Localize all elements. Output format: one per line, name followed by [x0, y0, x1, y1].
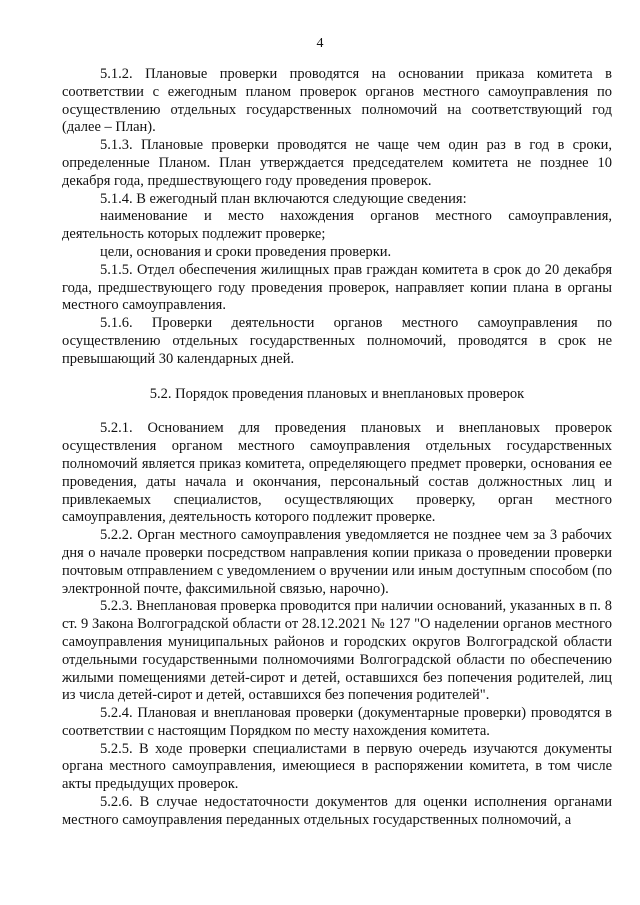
paragraph-5-1-5: 5.1.5. Отдел обеспечения жилищных прав граждан комитета в срок до 20 декабря года, предшествующего году проведения проверок, направляет копии плана в органы местного самоуправления.	[62, 261, 612, 314]
document-body	[62, 66, 612, 830]
paragraph-5-1-4: 5.1.4. В ежегодный план включаются следующие сведения:	[100, 190, 467, 207]
paragraph-5-2-2: 5.2.2. Орган местного самоуправления уведомляется не позднее чем за 3 рабочих дня о начале проверки посредством направления копии приказа о проведении проверки почтовым отправлением с уведомлением о вручении или иным доступным способом (по электронной почте, факсимильной связью, нарочно).	[62, 527, 612, 597]
paragraph-5-2-1: 5.2.1. Основанием для проведения плановых и внеплановых проверок осуществления органом местного самоуправления отдельных государственных полномочий является приказ комитета, определяющего предмет проверки, основания ее проведения, даты начала и окончания, персональный состав должностных лиц и привлекаемых специалистов, осуществляющих проверку, орган местного самоуправления, деятельность которого подлежит проверке.	[62, 420, 612, 526]
paragraph-5-2-5: 5.2.5. В ходе проверки специалистами в первую очередь изучаются документы органа местного самоуправления, имеющиеся в распоряжении комитета, в том числе акты предыдущих проверок.	[62, 740, 612, 793]
page-number: 4	[316, 36, 324, 51]
paragraph-5-1-4-item-name: наименование и место нахождения органов местного самоуправления, деятельность которых подлежит проверке;	[62, 208, 612, 243]
paragraph-5-2-6: 5.2.6. В случае недостаточности документов для оценки исполнения органами местного самоуправления переданных отдельных государственных полномочий, а	[62, 794, 612, 828]
paragraph-5-1-6: 5.1.6. Проверки деятельности органов местного самоуправления по осуществлению отдельных государственных полномочий, проводятся в срок не превышающий 30 календарных дней.	[62, 315, 612, 367]
paragraph-5-1-4-item-goals: цели, основания и сроки проведения проверки.	[100, 243, 392, 260]
paragraph-5-2-3: 5.2.3. Внеплановая проверка проводится при наличии оснований, указанных в п. 8 ст. 9 Закона Волгоградской области от 28.12.2021 № 127 "О наделении органов местного самоуправления муниципальных районов и городских округов Волгоградской области отдельными государственными полномочиями Волгоградской области по обеспечению жилыми помещениями детей-сирот и детей, оставшихся без попечения родителей, лиц из числа детей-сирот и детей, оставшихся без попечения родителей".	[62, 598, 612, 704]
section-heading-5-2: 5.2. Порядок проведения плановых и внеплановых проверок	[149, 385, 525, 402]
paragraph-5-2-4: 5.2.4. Плановая и внеплановая проверки (документарные проверки) проводятся в соответствии с настоящим Порядком по месту нахождения комитета.	[62, 705, 612, 739]
paragraph-5-1-3: 5.1.3. Плановые проверки проводятся не чаще чем один раз в год в сроки, определенные Планом. План утверждается председателем комитета не позднее 10 декабря года, предшествующего году проведения проверок.	[62, 137, 612, 189]
paragraph-5-1-2: 5.1.2. Плановые проверки проводятся на основании приказа комитета в соответствии с ежегодным планом проверок органов местного самоуправления по осуществлению отдельных государственных полномочий на соответствующий год (далее – План).	[62, 66, 612, 136]
